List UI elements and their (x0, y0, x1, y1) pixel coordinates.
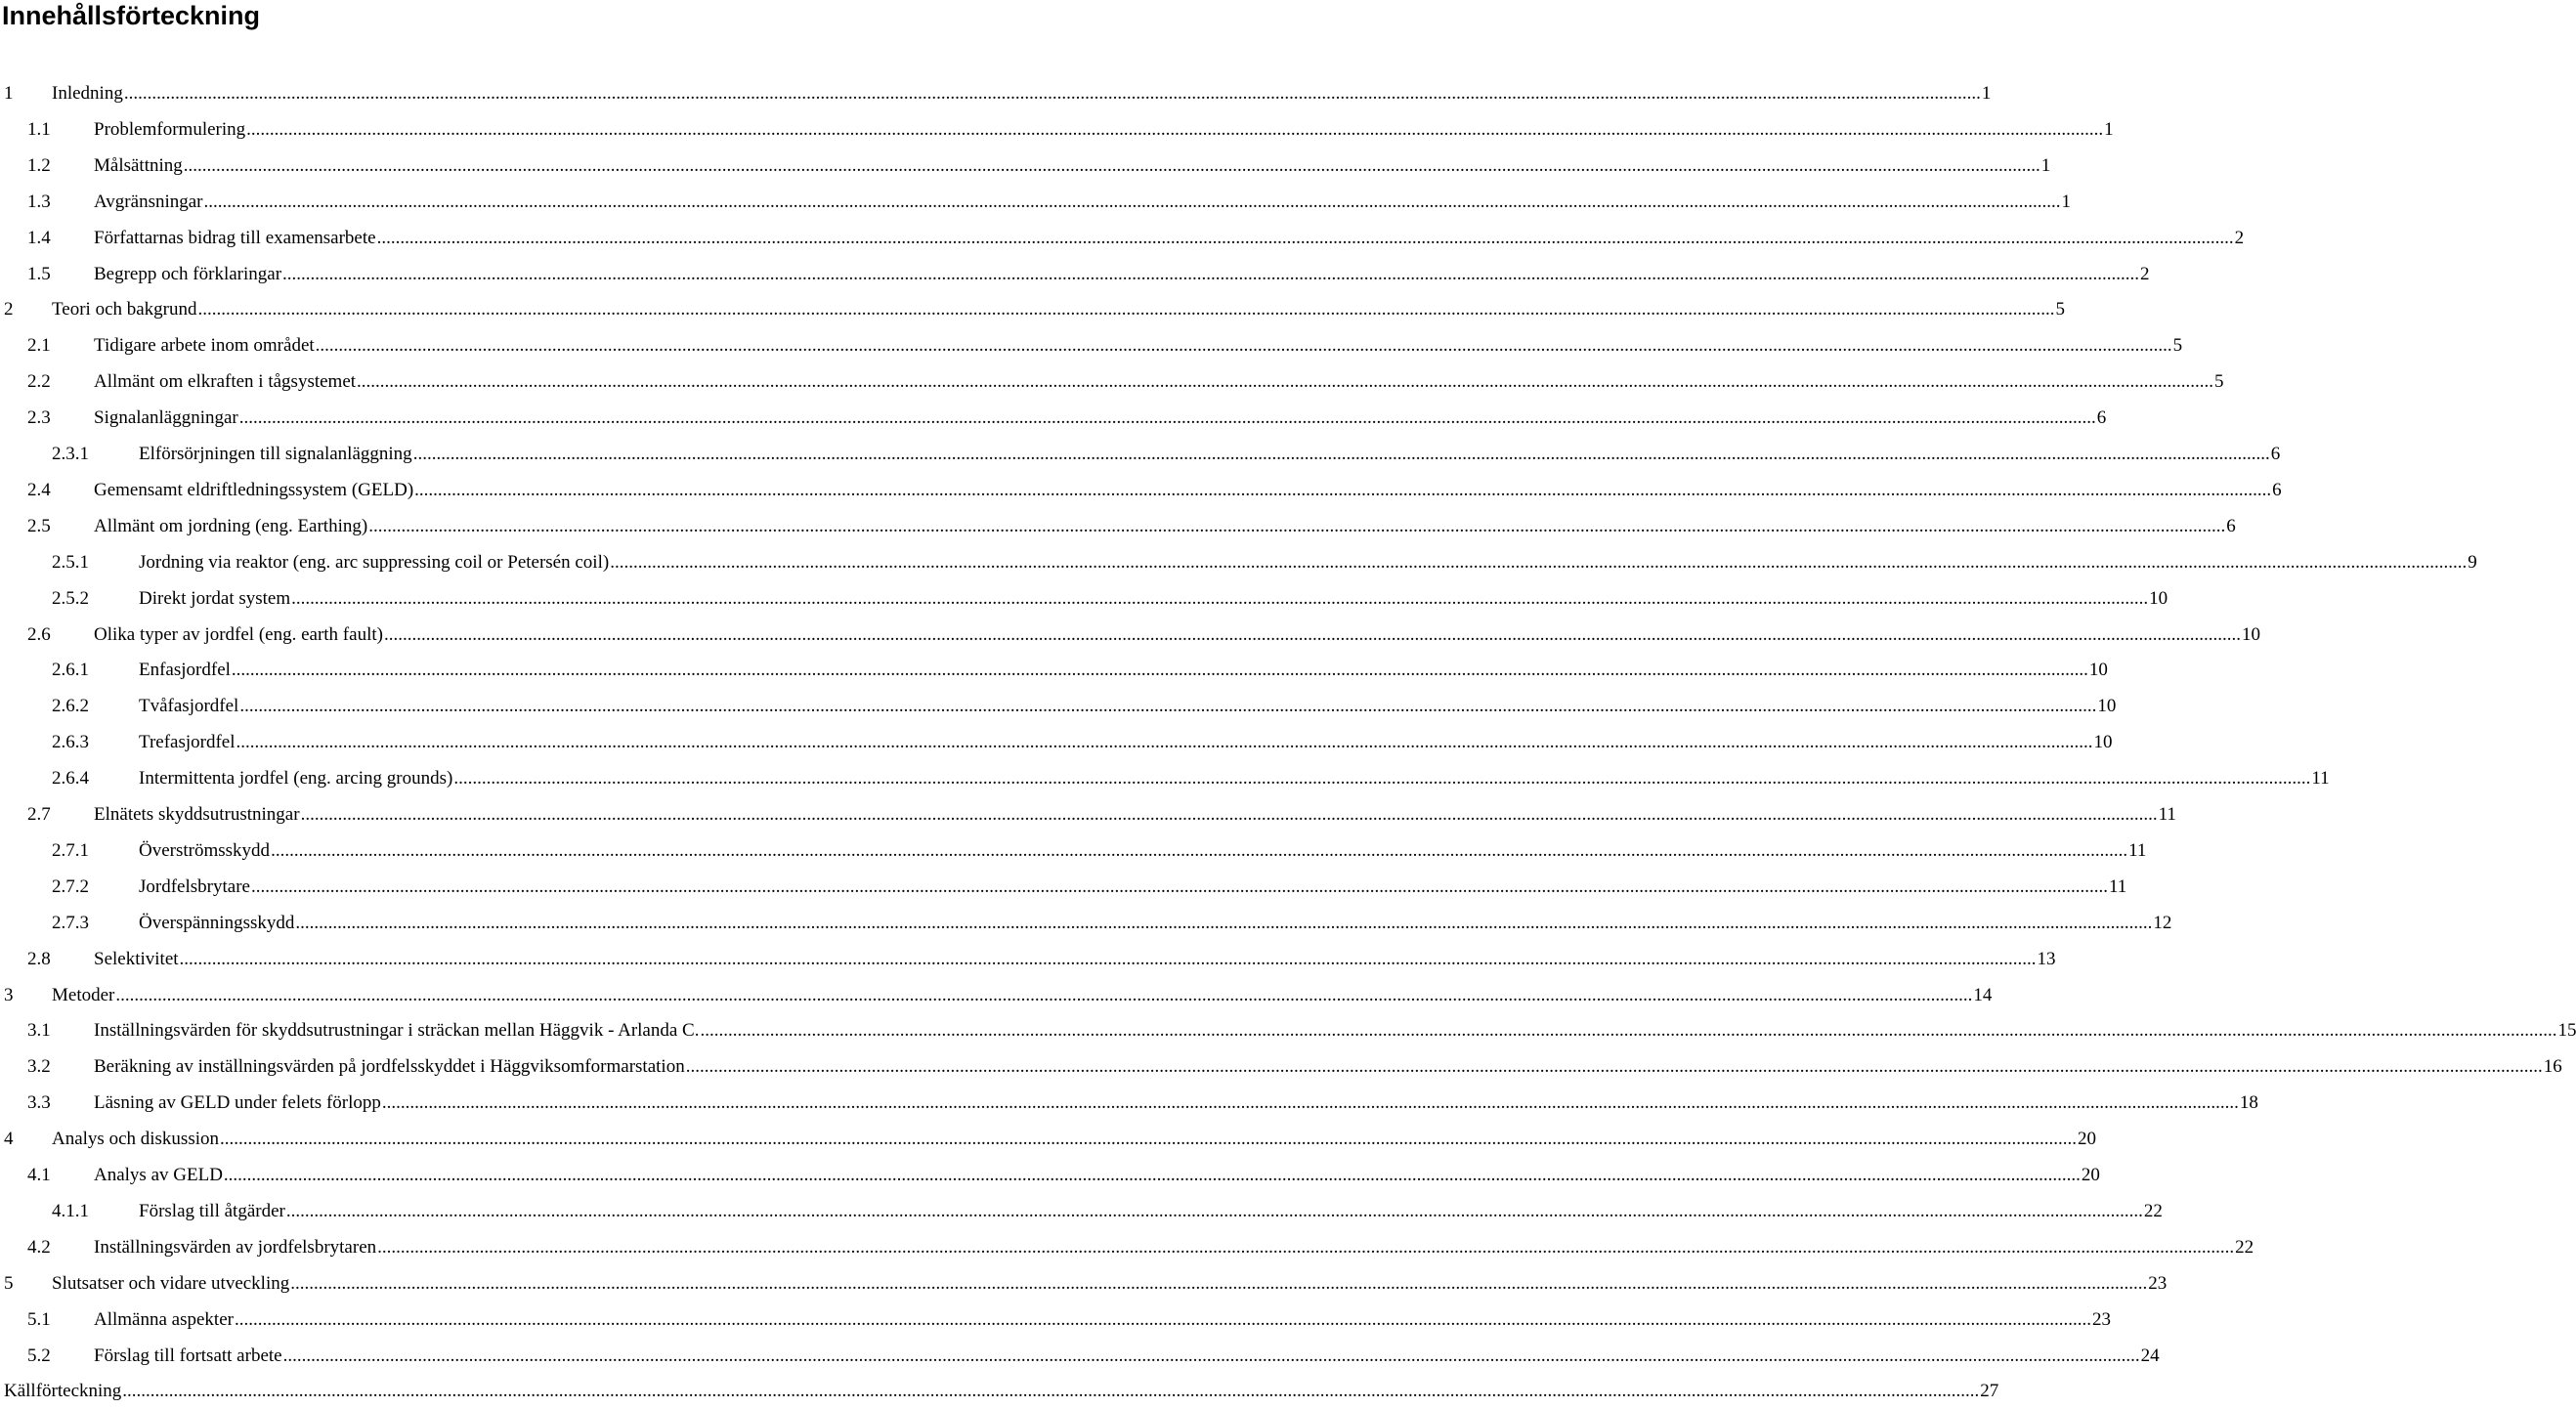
toc-entry[interactable] (0, 75, 1992, 111)
toc-entry-page-number: 6 (2226, 515, 2236, 536)
toc-entry-page-number: 12 (2153, 912, 2172, 933)
toc-entry-number: 2.7.3 (52, 912, 89, 933)
toc-entry-title: Allmänt om jordning (eng. Earthing) (94, 515, 368, 536)
toc-entry[interactable] (0, 1265, 2168, 1302)
toc-entry-title: Inställningsvärden av jordfelsbrytaren (94, 1236, 377, 1258)
toc-entry-number: 2.2 (27, 371, 51, 393)
toc-entry-title: Analys och diskussion (52, 1129, 219, 1150)
toc-entry[interactable] (0, 1121, 2096, 1157)
toc-entry[interactable] (0, 652, 2108, 688)
toc-entry[interactable] (0, 1302, 2111, 1338)
toc-entry-page-number: 1 (1981, 83, 1992, 104)
toc-entry-page-number: 11 (2311, 768, 2330, 790)
toc-entry[interactable] (0, 508, 2236, 544)
toc-dot-leader: ................................................................................................................................................................................................................................................................................................................................................................................................................ (122, 1381, 1980, 1402)
toc-entry-page-number: 9 (2468, 551, 2477, 573)
toc-entry-page-number: 1 (2104, 118, 2114, 140)
toc-entry-number: 1 (4, 83, 14, 104)
toc-dot-leader: ................................................................................................................................................................................................................................................................................................................................................................................................................ (377, 1236, 2235, 1258)
toc-entry-number: 2.4 (27, 479, 51, 500)
toc-entry-page-number: 2 (2234, 227, 2245, 248)
toc-entry-number: 4.2 (27, 1236, 51, 1258)
toc-entry[interactable] (0, 1048, 2562, 1085)
toc-entry-page-number: 1 (2040, 154, 2051, 176)
toc-entry-number: 1.3 (27, 191, 51, 212)
toc-entry-number: 5.2 (27, 1345, 51, 1366)
toc-dot-leader: ................................................................................................................................................................................................................................................................................................................................................................................................................ (285, 1200, 2143, 1221)
toc-entry-page-number: 10 (2149, 587, 2168, 609)
toc-entry-title: Problemformulering (94, 118, 246, 140)
toc-entry-page-number: 6 (2270, 444, 2281, 464)
toc-entry[interactable] (0, 760, 2330, 796)
toc-entry-page-number: 10 (2097, 696, 2117, 717)
toc-entry-page-number: 22 (2143, 1200, 2163, 1221)
toc-entry-number: 5.1 (27, 1308, 51, 1330)
toc-entry[interactable] (0, 184, 2072, 220)
toc-dot-leader: ................................................................................................................................................................................................................................................................................................................................................................................................................ (376, 227, 2234, 248)
toc-entry[interactable] (0, 327, 2183, 363)
toc-entry-title: Olika typer av jordfel (eng. earth fault) (94, 623, 383, 645)
toc-dot-leader: ................................................................................................................................................................................................................................................................................................................................................................................................................ (685, 1056, 2543, 1078)
toc-entry-page-number: 18 (2239, 1092, 2258, 1114)
toc-entry[interactable] (0, 148, 2051, 184)
toc-entry-page-number: 5 (2214, 371, 2224, 393)
toc-dot-leader: ................................................................................................................................................................................................................................................................................................................................................................................................................ (700, 1020, 2557, 1042)
toc-entry-number: 3.2 (27, 1056, 51, 1078)
toc-dot-leader: ................................................................................................................................................................................................................................................................................................................................................................................................................ (246, 118, 2104, 140)
toc-entry-title: Gemensamt eldriftledningssystem (GELD) (94, 479, 414, 500)
toc-entry-title: Författarnas bidrag till examensarbete (94, 227, 376, 248)
toc-entry-page-number: 20 (2078, 1129, 2096, 1150)
toc-dot-leader: ................................................................................................................................................................................................................................................................................................................................................................................................................ (234, 1308, 2091, 1330)
toc-entry-page-number: 22 (2235, 1236, 2254, 1258)
toc-dot-leader: ................................................................................................................................................................................................................................................................................................................................................................................................................ (183, 154, 2040, 176)
toc-dot-leader: ................................................................................................................................................................................................................................................................................................................................................................................................................ (295, 912, 2153, 933)
toc-entry-number: 2.3 (27, 407, 51, 429)
toc-entry-title: Teori och bakgrund (52, 299, 197, 320)
toc-entry[interactable] (0, 1193, 2163, 1229)
toc-entry-number: 2.6.1 (52, 660, 89, 681)
toc-entry[interactable] (0, 941, 2056, 977)
toc-entry-page-number: 10 (2088, 660, 2108, 681)
toc-entry[interactable] (0, 869, 2127, 905)
toc-entry-title: Elförsörjningen till signalanläggning (139, 444, 412, 464)
toc-entry-number: 1.1 (27, 118, 51, 140)
toc-entry-page-number: 24 (2140, 1345, 2160, 1366)
toc-entry[interactable] (0, 617, 2260, 653)
toc-entry-title: Trefasjordfel (139, 732, 236, 753)
toc-entry-page-number: 11 (2108, 875, 2127, 897)
toc-entry-page-number: 6 (2272, 479, 2282, 500)
toc-entry-page-number: 1 (2061, 191, 2072, 212)
toc-entry-page-number: 5 (2172, 335, 2183, 357)
toc-entry-title: Beräkning av inställningsvärden på jordfelsskyddet i Häggviksomformarstation (94, 1056, 685, 1078)
toc-dot-leader: ................................................................................................................................................................................................................................................................................................................................................................................................................ (300, 804, 2158, 825)
toc-dot-leader: ................................................................................................................................................................................................................................................................................................................................................................................................................ (223, 1165, 2081, 1185)
toc-entry-page-number: 27 (1980, 1381, 1999, 1402)
toc-entry-title: Begrepp och förklaringar (94, 263, 282, 284)
toc-dot-leader: ................................................................................................................................................................................................................................................................................................................................................................................................................ (179, 948, 2037, 969)
toc-entry-number: 3 (4, 984, 14, 1005)
toc-entry-number: 5 (4, 1272, 14, 1294)
toc-entry-title: Källförteckning (4, 1381, 122, 1402)
toc-dot-leader: ................................................................................................................................................................................................................................................................................................................................................................................................................ (123, 83, 1981, 104)
toc-entry-number: 2.5.1 (52, 551, 89, 573)
toc-entry-page-number: 14 (1973, 984, 1993, 1005)
toc-entry[interactable] (0, 472, 2282, 508)
toc-entry-number: 2 (4, 299, 14, 320)
toc-entry-number: 2.7 (27, 804, 51, 825)
toc-entry[interactable] (0, 833, 2147, 869)
toc-entry[interactable] (0, 905, 2172, 941)
toc-entry-page-number: 20 (2081, 1165, 2100, 1185)
toc-dot-leader: ................................................................................................................................................................................................................................................................................................................................................................................................................ (231, 660, 2088, 681)
toc-entry-number: 2.6.3 (52, 732, 89, 753)
toc-entry-title: Direkt jordat system (139, 587, 291, 609)
toc-entry[interactable] (0, 580, 2168, 617)
toc-entry-title: Förslag till åtgärder (139, 1200, 285, 1221)
toc-entry[interactable] (0, 1338, 2160, 1374)
toc-dot-leader: ................................................................................................................................................................................................................................................................................................................................................................................................................ (282, 1345, 2140, 1366)
toc-entry-page-number: 10 (2093, 732, 2113, 753)
toc-dot-leader: ................................................................................................................................................................................................................................................................................................................................................................................................................ (381, 1092, 2239, 1114)
toc-entry-number: 2.5 (27, 515, 51, 536)
toc-entry-title: Metoder (52, 984, 115, 1005)
toc-entry[interactable] (0, 363, 2224, 400)
toc-entry-title: Intermittenta jordfel (eng. arcing grounds) (139, 768, 453, 790)
toc-entry-title: Signalanläggningar (94, 407, 238, 429)
toc-dot-leader: ................................................................................................................................................................................................................................................................................................................................................................................................................ (220, 1129, 2077, 1150)
toc-dot-leader: ................................................................................................................................................................................................................................................................................................................................................................................................................ (357, 371, 2214, 393)
toc-entry-page-number: 2 (2140, 263, 2150, 284)
toc-entry-number: 4.1 (27, 1165, 51, 1185)
toc-entry-number: 3.1 (27, 1020, 51, 1042)
toc-dot-leader: ................................................................................................................................................................................................................................................................................................................................................................................................................ (610, 551, 2468, 573)
toc-dot-leader: ................................................................................................................................................................................................................................................................................................................................................................................................................ (383, 623, 2241, 645)
toc-entry-number: 3.3 (27, 1092, 51, 1114)
toc-entry-page-number: 23 (2148, 1272, 2168, 1294)
toc-dot-leader: ................................................................................................................................................................................................................................................................................................................................................................................................................ (238, 407, 2096, 429)
toc-dot-leader: ................................................................................................................................................................................................................................................................................................................................................................................................................ (197, 299, 2055, 320)
toc-entry-page-number: 15 (2557, 1020, 2576, 1042)
toc-entry-title: Inställningsvärden för skyddsutrustningar i sträckan mellan Häggvik - Arlanda C. (94, 1020, 700, 1042)
toc-entry-title: Inledning (52, 83, 123, 104)
toc-entry-number: 4.1.1 (52, 1200, 89, 1221)
toc-entry-number: 1.5 (27, 263, 51, 284)
toc-dot-leader: ................................................................................................................................................................................................................................................................................................................................................................................................................ (315, 335, 2172, 357)
toc-entry-title: Tvåfasjordfel (139, 696, 239, 717)
toc-entry-title: Jordning via reaktor (eng. arc suppressing coil or Petersén coil) (139, 551, 610, 573)
toc-entry[interactable] (0, 400, 2107, 436)
toc-dot-leader: ................................................................................................................................................................................................................................................................................................................................................................................................................ (115, 984, 1973, 1005)
toc-entry-page-number: 6 (2096, 407, 2107, 429)
toc-entry-title: Elnätets skyddsutrustningar (94, 804, 300, 825)
toc-entry-page-number: 11 (2128, 839, 2147, 861)
toc-entry[interactable] (0, 220, 2245, 256)
toc-dot-leader: ................................................................................................................................................................................................................................................................................................................................................................................................................ (290, 1272, 2148, 1294)
toc-entry[interactable] (0, 1012, 2576, 1048)
toc-entry-number: 4 (4, 1129, 14, 1150)
toc-entry[interactable] (0, 256, 2150, 292)
toc-entry-number: 2.6 (27, 623, 51, 645)
toc-entry-title: Läsning av GELD under felets förlopp (94, 1092, 381, 1114)
toc-entry-number: 2.3.1 (52, 444, 89, 464)
toc-dot-leader: ................................................................................................................................................................................................................................................................................................................................................................................................................ (239, 696, 2097, 717)
toc-entry-title: Allmänt om elkraften i tågsystemet (94, 371, 357, 393)
toc-entry[interactable] (0, 544, 2477, 580)
toc-entry-number: 2.8 (27, 948, 51, 969)
toc-dot-leader: ................................................................................................................................................................................................................................................................................................................................................................................................................ (368, 515, 2226, 536)
toc-entry[interactable] (0, 436, 2281, 472)
toc-entry[interactable] (0, 111, 2114, 148)
toc-entry-page-number: 10 (2241, 623, 2260, 645)
toc-entry-title: Analys av GELD (94, 1165, 223, 1185)
toc-entry[interactable] (0, 688, 2117, 724)
toc-entry-page-number: 5 (2055, 299, 2066, 320)
toc-dot-leader: ................................................................................................................................................................................................................................................................................................................................................................................................................ (412, 444, 2270, 464)
toc-dot-leader: ................................................................................................................................................................................................................................................................................................................................................................................................................ (282, 263, 2140, 284)
toc-entry-number: 2.6.4 (52, 768, 89, 790)
toc-dot-leader: ................................................................................................................................................................................................................................................................................................................................................................................................................ (291, 587, 2149, 609)
toc-entry-page-number: 11 (2158, 804, 2176, 825)
toc-entry[interactable] (0, 724, 2113, 760)
toc-dot-leader: ................................................................................................................................................................................................................................................................................................................................................................................................................ (250, 875, 2108, 897)
toc-entry-page-number: 13 (2037, 948, 2056, 969)
toc-dot-leader: ................................................................................................................................................................................................................................................................................................................................................................................................................ (414, 479, 2272, 500)
page-title: Innehållsförteckning (2, 1, 261, 30)
toc-entry-title: Målsättning (94, 154, 183, 176)
toc-entry-number: 2.6.2 (52, 696, 89, 717)
toc-entry-title: Jordfelsbrytare (139, 875, 250, 897)
toc-entry-title: Överströmsskydd (139, 839, 271, 861)
toc-dot-leader: ................................................................................................................................................................................................................................................................................................................................................................................................................ (453, 768, 2311, 790)
toc-entry-page-number: 23 (2091, 1308, 2111, 1330)
toc-entry[interactable] (0, 1085, 2258, 1121)
toc-entry-title: Tidigare arbete inom området (94, 335, 315, 357)
toc-entry[interactable] (0, 291, 2066, 327)
toc-entry[interactable] (0, 1229, 2254, 1265)
toc-entry-number: 1.4 (27, 227, 51, 248)
toc-entry-number: 2.7.2 (52, 875, 89, 897)
toc-entry[interactable] (0, 1157, 2100, 1193)
toc-entry-title: Selektivitet (94, 948, 179, 969)
toc-entry-number: 2.1 (27, 335, 51, 357)
toc-entry-page-number: 16 (2543, 1056, 2562, 1078)
toc-entry-number: 2.5.2 (52, 587, 89, 609)
toc-dot-leader: ................................................................................................................................................................................................................................................................................................................................................................................................................ (236, 732, 2093, 753)
toc-entry-number: 2.7.1 (52, 839, 89, 861)
toc-entry-number: 1.2 (27, 154, 51, 176)
toc-entry-title: Allmänna aspekter (94, 1308, 234, 1330)
toc-entry[interactable] (0, 1373, 1999, 1409)
toc-entry-title: Överspänningsskydd (139, 912, 295, 933)
toc-entry-title: Förslag till fortsatt arbete (94, 1345, 282, 1366)
toc-entry[interactable] (0, 977, 1993, 1013)
toc-dot-leader: ................................................................................................................................................................................................................................................................................................................................................................................................................ (203, 191, 2061, 212)
toc-entry-title: Avgränsningar (94, 191, 203, 212)
toc-entry-title: Slutsatser och vidare utveckling (52, 1272, 290, 1294)
toc-entry-title: Enfasjordfel (139, 660, 231, 681)
toc-entry[interactable] (0, 796, 2176, 833)
toc-dot-leader: ................................................................................................................................................................................................................................................................................................................................................................................................................ (271, 839, 2128, 861)
